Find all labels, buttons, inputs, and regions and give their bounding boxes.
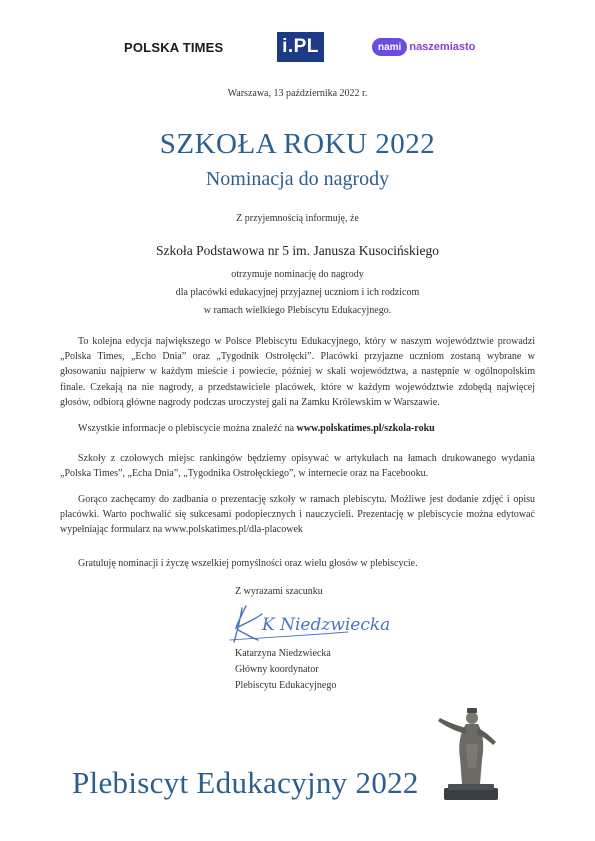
paragraph-congrats bbox=[60, 556, 535, 571]
paragraph-presentation-text: Gorąco zachęcamy do zadbania o prezentację szkoły w ramach plebiscytu. Możliwe jest dodanie zdjęć i opisu placówki. Warto pochwalić się sukcesami podopiecznych i nauczycieli. Prezentację w plebiscycie można edytować wypełniając formularz na www.polskatimes.pl/dla-placowek bbox=[60, 494, 535, 536]
paragraph-rankings-text: Szkoły z czołowych miejsc rankingów będziemy opisywać w artykułach na łamach drukowanego wydania „Polska Times”, „Echa Dnia”, „Tygodnika Ostrołęckiego”, w internecie oraz na Facebooku. bbox=[60, 453, 535, 480]
paragraph-edition-text: To kolejna edycja największego w Polsce Plebiscytu Edukacyjnego, który w naszym województwie prowadzi „Polska Times, „Echo Dnia” oraz „Tygodnik Ostrołęcki”. Placówki przyjazne uczniom zostaną wybrane w głosowaniu najpierw w każdym mieście i powiecie, później w skali województwa, a następnie w ogólnopolskim finale. Czekają na nie nagrody, a przedstawiciele placówek, które w każdym województwie zdobędą najwięcej głosów, odbiorą główne nagrody podczas uroczystej gali na Zamku Królewskim w Warszawie. bbox=[60, 336, 535, 408]
naszemiasto-text: naszemiasto bbox=[409, 41, 476, 53]
footer-title: Plebiscyt Edukacyjny 2022 bbox=[72, 765, 419, 800]
receives-line-3: w ramach wielkiego Plebiscytu Edukacyjnego. bbox=[203, 305, 392, 316]
statue-icon bbox=[430, 688, 510, 803]
intro-line: Z przyjemnością informuję, że bbox=[236, 213, 359, 224]
receives-line-2: dla placówki edukacyjnej przyjaznej uczniom i ich rodzicom bbox=[175, 287, 420, 298]
info-link[interactable]: www.polskatimes.pl/szkola-roku bbox=[296, 423, 435, 434]
page-subtitle: Nominacja do nagrody bbox=[205, 168, 390, 190]
signer-name: Katarzyna Niedzwiecka bbox=[235, 648, 331, 659]
signature-text: K Niedzwiecka bbox=[262, 615, 391, 635]
naszemiasto-logo bbox=[372, 38, 475, 56]
header-logos bbox=[0, 30, 595, 64]
paragraph-presentation bbox=[60, 492, 535, 538]
letter-date: Warszawa, 13 października 2022 r. bbox=[227, 88, 368, 99]
signer-role: Główny koordynator bbox=[235, 664, 319, 675]
paragraph-edition bbox=[60, 334, 535, 410]
paragraph-rankings bbox=[60, 451, 535, 481]
page-title: SZKOŁA ROKU 2022 bbox=[159, 128, 436, 160]
signature bbox=[228, 600, 391, 648]
receives-line-1: otrzymuje nominację do nagrody bbox=[231, 269, 364, 280]
signer-org: Plebiscytu Edukacyjnego bbox=[235, 680, 337, 691]
polska-times-logo: POLSKA TIMES bbox=[124, 40, 224, 55]
closing-line: Z wyrazami szacunku bbox=[235, 586, 323, 597]
paragraph-info bbox=[60, 421, 535, 436]
ipl-logo: i.PL bbox=[277, 32, 324, 62]
naszemiasto-badge: nami bbox=[372, 38, 407, 56]
school-name: Szkoła Podstawowa nr 5 im. Janusza Kusocińskiego bbox=[155, 243, 440, 258]
paragraph-info-text: Wszystkie informacje o plebiscycie można znaleźć na bbox=[78, 423, 297, 434]
paragraph-congrats-text: Gratuluję nominacji i życzę wszelkiej pomyślności oraz wielu głosów w plebiscycie. bbox=[78, 558, 418, 569]
